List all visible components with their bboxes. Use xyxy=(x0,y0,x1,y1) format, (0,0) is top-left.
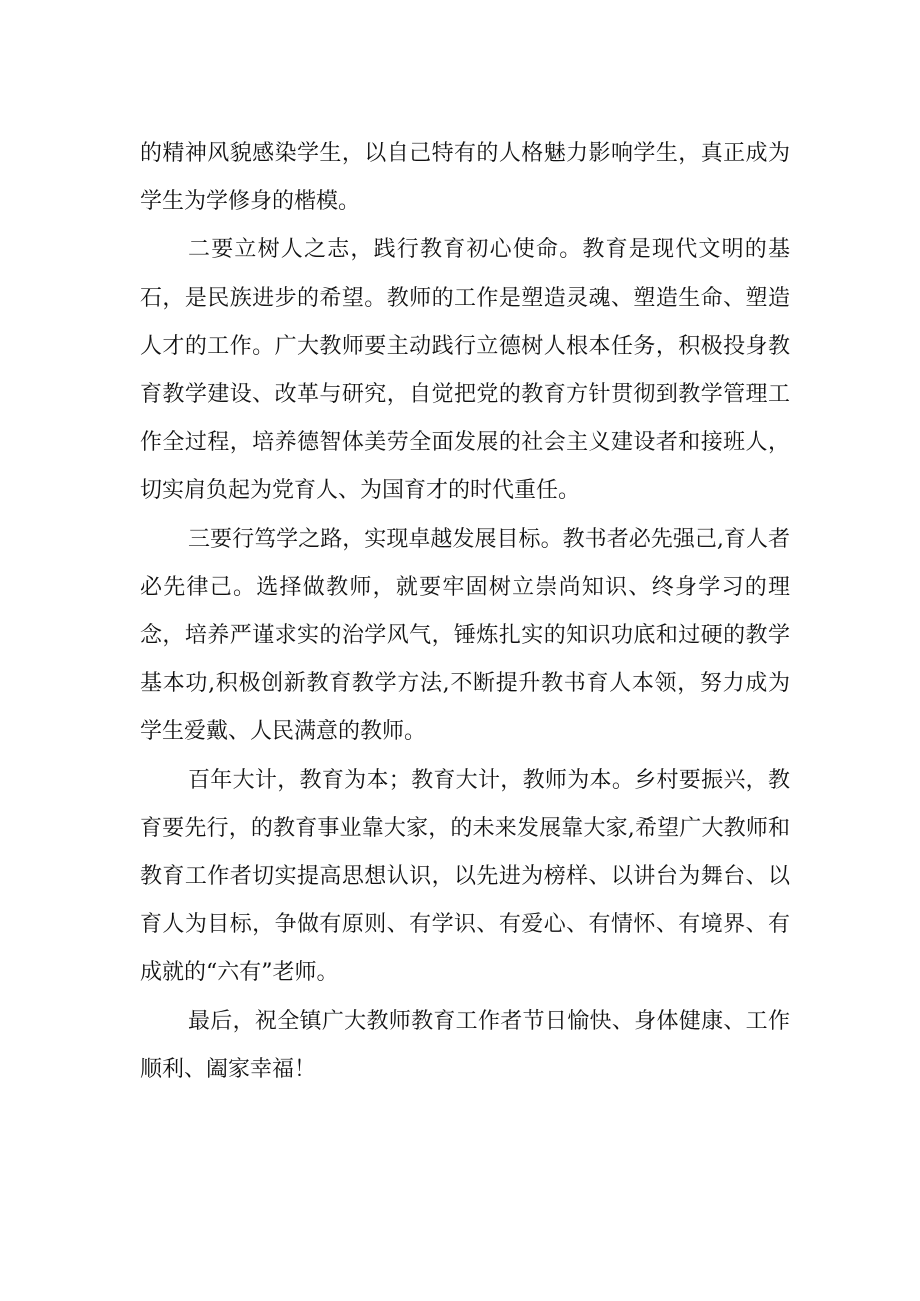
paragraph-5: 最后，祝全镇广大教师教育工作者节日愉快、身体健康、工作顺利、阖家幸福！ xyxy=(140,1008,790,1082)
paragraph-1: 的精神风貌感染学生，以自己特有的人格魅力影响学生，真正成为学生为学修身的楷模。 xyxy=(140,141,790,215)
paragraph-2: 二要立树人之志，践行教育初心使命。教育是现代文明的基石，是民族进步的希望。教师的工作是塑造灵魂、塑造生命、塑造人才的工作。广大教师要主动践行立德树人根本任务，积极投身教育教学建设、改革与研究，自觉把党的教育方针贯彻到教学管理工作全过程，培养德智体美劳全面发展的社会主义建设者和接班人，切实肩负起为党育人、为国育才的时代重任。 xyxy=(140,237,790,504)
paragraph-3: 三要行笃学之路，实现卓越发展目标。教书者必先强己,育人者必先律己。选择做教师，就要牢固树立崇尚知识、终身学习的理念，培养严谨求实的治学风气，锤炼扎实的知识功底和过硬的教学基本功,积极创新教育教学方法,不断提升教书育人本领，努力成为学生爱戴、人民满意的教师。 xyxy=(140,526,790,745)
document-body xyxy=(140,130,790,1094)
paragraph-4: 百年大计，教育为本；教育大计，教师为本。乡村要振兴，教育要先行，的教育事业靠大家，的未来发展靠大家,希望广大教师和教育工作者切实提高思想认识，以先进为榜样、以讲台为舞台、以育人为目标，争做有原则、有学识、有爱心、有情怀、有境界、有成就的“六有”老师。 xyxy=(140,767,790,986)
